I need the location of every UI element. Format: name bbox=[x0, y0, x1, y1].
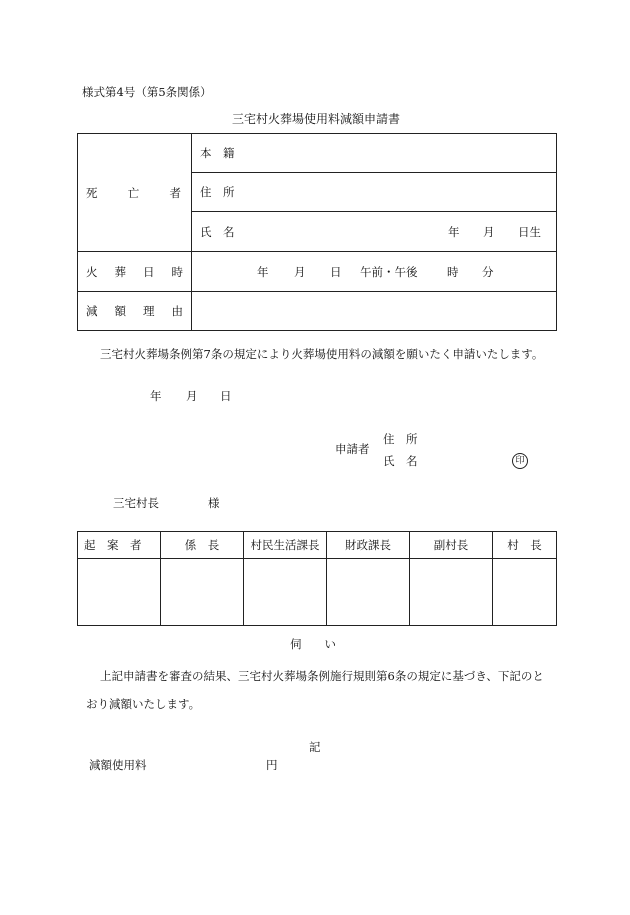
approval-header: 財政課長 bbox=[327, 532, 410, 559]
cremation-minute: 分 bbox=[482, 265, 494, 279]
cremation-day: 日 bbox=[330, 265, 342, 279]
form-title: 三宅村火葬場使用料減額申請書 bbox=[232, 112, 401, 126]
cremation-month: 月 bbox=[294, 265, 306, 279]
approval-stamp-cell[interactable] bbox=[161, 559, 244, 626]
addressee-name: 三宅村長 bbox=[113, 496, 159, 510]
approval-header: 副村長 bbox=[410, 532, 493, 559]
address-field[interactable] bbox=[192, 173, 557, 212]
birth-year: 年 bbox=[448, 225, 460, 239]
name-label: 氏 名 bbox=[200, 225, 235, 239]
deceased-label-char: 者 bbox=[169, 185, 181, 200]
date-year: 年 bbox=[150, 389, 162, 403]
birth-day: 日生 bbox=[518, 225, 541, 239]
cremation-year: 年 bbox=[257, 265, 269, 279]
approval-stamp-cell[interactable] bbox=[78, 559, 161, 626]
inquiry-heading: 伺 い bbox=[290, 637, 336, 651]
cremation-ampm: 午前・午後 bbox=[360, 265, 418, 279]
reason-label-char: 減 bbox=[86, 304, 98, 318]
address-label: 住 所 bbox=[200, 185, 235, 199]
form-number: 様式第4号（第5条関係） bbox=[82, 85, 212, 99]
approval-header: 村民生活課長 bbox=[244, 532, 327, 559]
reason-label-cell bbox=[78, 292, 192, 331]
applicant-address-label: 住 所 bbox=[383, 432, 418, 446]
approval-stamp-cell[interactable] bbox=[244, 559, 327, 626]
reason-field[interactable] bbox=[192, 292, 557, 331]
date-month: 月 bbox=[186, 389, 198, 403]
approval-stamp-cell[interactable] bbox=[493, 559, 557, 626]
honseki-field[interactable] bbox=[192, 134, 557, 173]
name-field[interactable] bbox=[192, 212, 557, 252]
honseki-label: 本 籍 bbox=[200, 146, 235, 160]
reduced-fee-unit: 円 bbox=[266, 758, 278, 772]
deceased-label-char: 亡 bbox=[127, 185, 140, 200]
reduced-fee-label: 減額使用料 bbox=[89, 758, 147, 772]
cremation-label-char: 日 bbox=[143, 264, 155, 279]
result-text-line-1: 上記申請書を審査の結果、三宅村火葬場条例施行規則第6条の規定に基づき、下記のと bbox=[100, 669, 544, 683]
approval-header: 係 長 bbox=[161, 532, 244, 559]
deceased-label-cell bbox=[78, 134, 192, 252]
approval-header-text: 起 案 者 bbox=[84, 538, 142, 552]
cremation-label-char: 葬 bbox=[114, 264, 126, 279]
seal-mark: 印 bbox=[512, 453, 528, 469]
reason-label-char: 由 bbox=[171, 304, 183, 318]
ki-heading: 記 bbox=[309, 740, 321, 754]
applicant-label: 申請者 bbox=[335, 442, 370, 456]
application-text: 三宅村火葬場条例第7条の規定により火葬場使用料の減額を願いたく申請いたします。 bbox=[100, 347, 544, 361]
applicant-name-label: 氏 名 bbox=[383, 454, 418, 468]
result-text-line-2: おり減額いたします。 bbox=[86, 697, 201, 711]
date-day: 日 bbox=[220, 389, 232, 403]
cremation-label-cell bbox=[78, 252, 192, 292]
reason-label-char: 額 bbox=[114, 304, 126, 318]
reason-label-char: 理 bbox=[143, 304, 155, 318]
application-table bbox=[77, 133, 557, 331]
cremation-label-char: 火 bbox=[86, 264, 98, 279]
approval-stamp-cell[interactable] bbox=[327, 559, 410, 626]
approval-header bbox=[78, 532, 161, 559]
approval-stamp-cell[interactable] bbox=[410, 559, 493, 626]
approval-table bbox=[77, 531, 557, 626]
addressee-honorific: 様 bbox=[208, 496, 220, 510]
cremation-hour: 時 bbox=[447, 265, 459, 279]
cremation-label-char: 時 bbox=[171, 264, 183, 279]
birth-month: 月 bbox=[483, 225, 495, 239]
cremation-datetime-field[interactable] bbox=[192, 252, 557, 292]
deceased-label-char: 死 bbox=[86, 185, 98, 200]
approval-header: 村 長 bbox=[493, 532, 557, 559]
